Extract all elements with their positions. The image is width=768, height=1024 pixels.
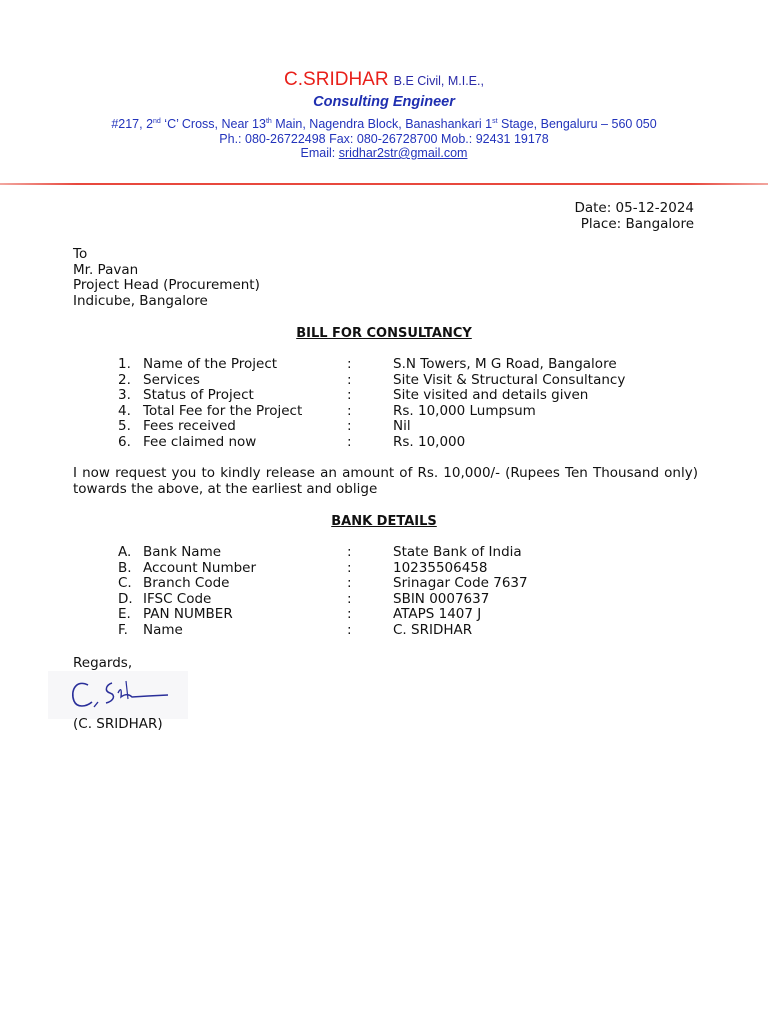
place-line: Place: Bangalore — [580, 216, 694, 232]
letterhead-name: C.SRIDHAR — [284, 69, 389, 90]
item-number: E. — [118, 606, 131, 623]
letterhead-address — [0, 117, 768, 132]
date-place-block — [574, 200, 694, 232]
recipient-line: To — [73, 246, 88, 262]
letterhead-designation: Consulting Engineer — [313, 94, 455, 110]
item-label: PAN NUMBER — [143, 606, 233, 623]
item-colon: : — [347, 606, 352, 623]
recipient-block — [73, 247, 260, 309]
bill-heading: BILL FOR CONSULTANCY — [296, 326, 472, 341]
item-value: Nil — [393, 418, 411, 435]
item-value: S.N Towers, M G Road, Bangalore — [393, 356, 617, 372]
address-part: Main, Nagendra Block, Banashankari 1 — [271, 117, 493, 131]
item-value: State Bank of India — [393, 544, 522, 560]
item-number: 1. — [118, 356, 131, 372]
item-colon: : — [347, 433, 352, 450]
item-colon: : — [347, 418, 352, 435]
item-label: IFSC Code — [143, 590, 212, 607]
item-label: Total Fee for the Project — [143, 402, 303, 419]
item-number: 3. — [118, 387, 131, 404]
date-line: Date: 05-12-2024 — [574, 200, 694, 216]
closing-regards: Regards, — [73, 655, 133, 671]
item-value: Site visited and details given — [393, 387, 589, 404]
letterhead-divider — [0, 183, 768, 185]
letterhead-phones: Ph.: 080-26722498 Fax: 080-26728700 Mob.: 92431 19178 — [219, 131, 549, 146]
item-colon: : — [347, 559, 352, 576]
item-value: 10235506458 — [393, 559, 488, 576]
signature-drawing — [48, 671, 188, 719]
recipient-line: Project Head (Procurement) — [73, 277, 260, 293]
item-label: Status of Project — [143, 387, 254, 404]
item-colon: : — [347, 387, 352, 404]
address-part: ‘C’ Cross, Near 13 — [160, 117, 266, 131]
item-number: D. — [118, 590, 133, 607]
item-colon: : — [347, 402, 352, 419]
item-number: 2. — [118, 371, 131, 388]
item-colon: : — [347, 356, 352, 372]
item-value: Rs. 10,000 Lumpsum — [393, 402, 536, 419]
item-label: Name of the Project — [143, 356, 278, 372]
letterhead — [0, 68, 768, 161]
address-ordinal: th — [265, 118, 272, 125]
recipient-line: Mr. Pavan — [73, 261, 139, 278]
letterhead-title-line — [0, 68, 768, 93]
item-value: Site Visit & Structural Consultancy — [393, 371, 626, 388]
item-number: 4. — [118, 402, 131, 419]
address-ordinal: nd — [153, 118, 161, 125]
item-label: Branch Code — [143, 575, 230, 592]
letterhead-qualifications: B.E Civil, M.I.E., — [393, 74, 484, 88]
item-label: Services — [143, 371, 200, 388]
item-number: 5. — [118, 418, 131, 435]
item-number: 6. — [118, 433, 131, 450]
item-label: Account Number — [143, 559, 257, 576]
handwritten-signature — [48, 671, 188, 719]
item-colon: : — [347, 544, 352, 560]
item-number: C. — [118, 575, 132, 592]
item-value: ATAPS 1407 J — [393, 606, 482, 623]
item-label: Fees received — [143, 418, 236, 435]
item-value: Srinagar Code 7637 — [393, 575, 528, 592]
item-value: C. SRIDHAR — [393, 621, 473, 638]
item-number: B. — [118, 559, 132, 576]
address-ordinal: st — [492, 118, 498, 125]
address-part: Stage, Bengaluru – 560 050 — [497, 117, 657, 131]
email-link[interactable]: sridhar2str@gmail.com — [338, 146, 468, 160]
item-colon: : — [347, 621, 352, 638]
request-paragraph: I now request you to kindly release an amount of Rs. 10,000/- (Rupees Ten Thousand only) towards the above, at the earliest and oblige — [73, 465, 698, 497]
item-label: Name — [143, 621, 183, 638]
item-value: Rs. 10,000 — [393, 433, 466, 450]
signatory-name: (C. SRIDHAR) — [73, 716, 163, 732]
recipient-line: Indicube, Bangalore — [73, 292, 208, 309]
letterhead-email-line — [0, 146, 768, 161]
item-label: Bank Name — [143, 544, 222, 560]
address-part: #217, 2 — [111, 117, 154, 131]
item-number: F. — [118, 621, 128, 638]
item-label: Fee claimed now — [143, 433, 257, 450]
bank-heading: BANK DETAILS — [331, 514, 437, 529]
item-colon: : — [347, 371, 352, 388]
item-number: A. — [118, 544, 132, 560]
item-colon: : — [347, 590, 352, 607]
email-label: Email: — [300, 146, 339, 160]
item-value: SBIN 0007637 — [393, 590, 490, 607]
item-colon: : — [347, 575, 352, 592]
